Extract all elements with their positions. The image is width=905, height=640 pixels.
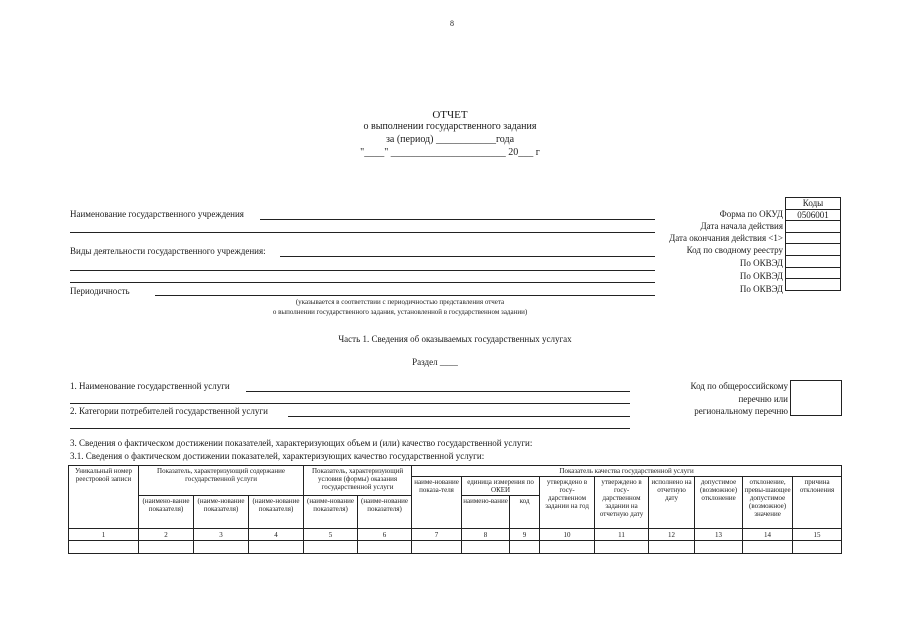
report-period: за (период) ____________года bbox=[385, 134, 515, 145]
activities-line-2[interactable] bbox=[70, 270, 655, 271]
report-title: ОТЧЕТ bbox=[432, 109, 468, 121]
col-num-14: 14 bbox=[743, 529, 793, 541]
registry-code-label-3: региональному перечню bbox=[694, 406, 788, 416]
okud-value: 0506001 bbox=[786, 209, 841, 221]
codes-table bbox=[785, 197, 841, 291]
codes-header: Коды bbox=[786, 198, 841, 210]
col-excess-deviation: отклонение, превы-шающее допустимое (возможное) значение bbox=[743, 477, 793, 529]
col-num-8: 8 bbox=[462, 529, 510, 541]
okved-cell-3[interactable] bbox=[786, 279, 841, 291]
okved-cell-1[interactable] bbox=[786, 255, 841, 267]
end-date-label: Дата окончания действия <1> bbox=[669, 233, 783, 243]
info-line-31: 3.1. Сведения о фактическом достижении показателей, характеризующих качество государственной услуги: bbox=[70, 451, 485, 461]
registry-cell[interactable] bbox=[786, 244, 841, 256]
sub-col-6: (наиме-нование показателя) bbox=[358, 496, 412, 529]
col-num-3: 3 bbox=[194, 529, 249, 541]
quality-table bbox=[68, 465, 842, 554]
col-num-7: 7 bbox=[412, 529, 462, 541]
col-approved-year: утверждено в госу-дарственном задании на год bbox=[540, 477, 595, 529]
part-title: Часть 1. Сведения об оказываемых государственных услугах bbox=[338, 334, 572, 344]
col-num-6: 6 bbox=[358, 529, 412, 541]
sub-col-5: (наиме-нование показателя) bbox=[304, 496, 358, 529]
col-quality-indicator: Показатель качества государственной услуги bbox=[412, 466, 842, 477]
page-number: 8 bbox=[450, 19, 454, 28]
okved-cell-2[interactable] bbox=[786, 267, 841, 279]
registry-code-box[interactable] bbox=[790, 380, 842, 416]
info-line-3: 3. Сведения о фактическом достижении показателей, характеризующих объем и (или) качество государственной услуги: bbox=[70, 438, 533, 448]
institution-line-2[interactable] bbox=[70, 232, 655, 233]
col-conditions-indicator: Показатель, характеризующий условия (формы) оказания государственной услуги bbox=[304, 466, 412, 496]
registry-label: Код по сводному реестру bbox=[686, 245, 783, 255]
table-row[interactable] bbox=[69, 541, 842, 554]
col-reason: причина отклонения bbox=[793, 477, 842, 529]
col-approved-date: утверждено в госу-дарственном задании на отчетную дату bbox=[595, 477, 649, 529]
col-num-11: 11 bbox=[595, 529, 649, 541]
col-allowed-deviation: допустимое (возможное) отклонение bbox=[695, 477, 743, 529]
service-name-line[interactable] bbox=[246, 391, 630, 392]
sub-col-3: (наиме-нование показателя) bbox=[194, 496, 249, 529]
start-date-label: Дата начала действия bbox=[700, 221, 783, 231]
registry-code-label-2: перечню или bbox=[738, 394, 788, 404]
col-num-9: 9 bbox=[510, 529, 540, 541]
activities-line-3[interactable] bbox=[70, 282, 655, 283]
activities-label: Виды деятельности государственного учреждения: bbox=[70, 246, 266, 256]
col-content-indicator: Показатель, характеризующий содержание государственной услуги bbox=[139, 466, 304, 496]
periodicity-note-2: о выполнении государственного задания, установленной в государственном задании) bbox=[272, 308, 528, 316]
consumers-line[interactable] bbox=[288, 416, 630, 417]
periodicity-line[interactable] bbox=[155, 295, 655, 296]
service-name-label: 1. Наименование государственной услуги bbox=[70, 381, 230, 391]
col-num-1: 1 bbox=[69, 529, 139, 541]
col-num-4: 4 bbox=[249, 529, 304, 541]
periodicity-label: Периодичность bbox=[70, 286, 130, 296]
section-label: Раздел ____ bbox=[412, 357, 458, 367]
activities-line[interactable] bbox=[280, 256, 655, 257]
end-date-cell[interactable] bbox=[786, 232, 841, 244]
consumers-line-2[interactable] bbox=[70, 428, 630, 429]
col-unique-number: Уникальный номер реестровой записи bbox=[69, 466, 139, 529]
report-subtitle: о выполнении государственного задания bbox=[363, 121, 537, 132]
okved-label-1: По ОКВЭД bbox=[739, 258, 783, 268]
col-indicator-name: наиме-нование показа-теля bbox=[412, 477, 462, 529]
okved-label-3: По ОКВЭД bbox=[739, 284, 783, 294]
col-num-12: 12 bbox=[649, 529, 695, 541]
sub-col-unit-code: код bbox=[510, 496, 540, 529]
institution-line[interactable] bbox=[260, 219, 655, 220]
sub-col-2: (наимено-вание показателя) bbox=[139, 496, 194, 529]
institution-label: Наименование государственного учреждения bbox=[70, 209, 244, 219]
col-num-13: 13 bbox=[695, 529, 743, 541]
col-num-2: 2 bbox=[139, 529, 194, 541]
col-num-10: 10 bbox=[540, 529, 595, 541]
periodicity-note-1: (указывается в соответствии с периодичностью представления отчета bbox=[295, 298, 505, 306]
okved-label-2: По ОКВЭД bbox=[739, 271, 783, 281]
col-unit: единица измерения по ОКЕИ bbox=[462, 477, 540, 496]
sub-col-unit-name: наимено-вание bbox=[462, 496, 510, 529]
start-date-cell[interactable] bbox=[786, 221, 841, 233]
col-num-15: 15 bbox=[793, 529, 842, 541]
sub-col-4: (наиме-нование показателя) bbox=[249, 496, 304, 529]
col-num-5: 5 bbox=[304, 529, 358, 541]
registry-code-label-1: Код по общероссийскому bbox=[690, 381, 788, 391]
okud-label: Форма по ОКУД bbox=[719, 209, 783, 219]
col-executed: исполнено на отчетную дату bbox=[649, 477, 695, 529]
service-name-line-2[interactable] bbox=[70, 403, 630, 404]
consumers-label: 2. Категории потребителей государственной услуги bbox=[70, 406, 268, 416]
report-date: "____" _______________________ 20___ г bbox=[360, 147, 540, 158]
